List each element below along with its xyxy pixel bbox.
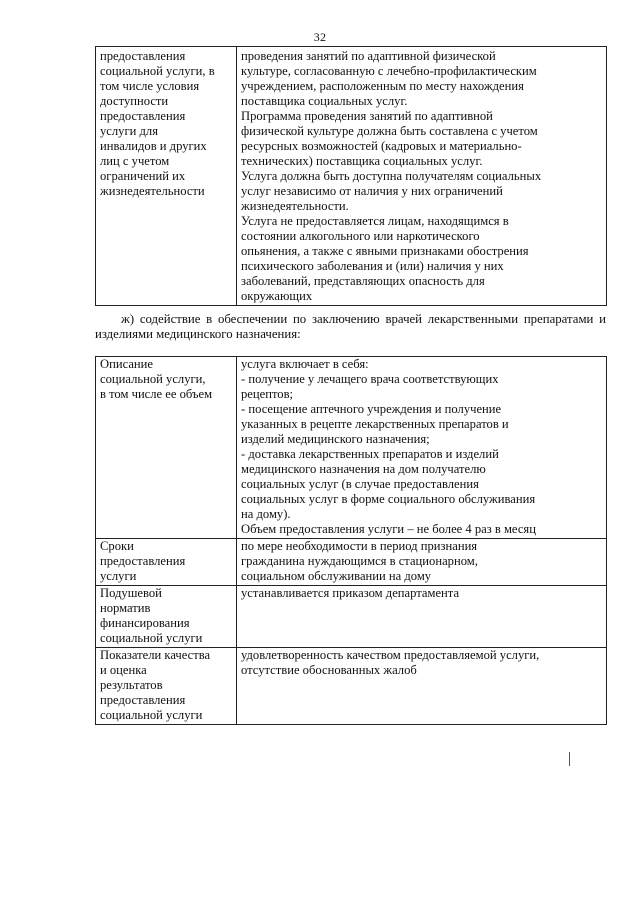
- continuation-table: [95, 46, 607, 306]
- table-row-quality: [96, 648, 607, 725]
- page-number: 32: [313, 30, 327, 44]
- row-label-cell: Описание социальной услуги, в том числе ее объем: [96, 357, 237, 539]
- table-row-description: [96, 357, 607, 539]
- row-label-cell: Показатели качества и оценка результатов предоставления социальной услуги: [96, 648, 237, 725]
- row-value-cell: удовлетворенность качеством предоставляемой услуги, отсутствие обоснованных жалоб: [237, 648, 607, 725]
- row-value-cell: по мере необходимости в период признания гражданина нуждающимся в стационарном, социальном обслуживании на дому: [237, 539, 607, 586]
- row-value-cell: устанавливается приказом департамента: [237, 586, 607, 648]
- section-heading: ж) содействие в обеспечении по заключению врачей лекарственными препаратами и изделиями медицинского назначения:: [95, 312, 606, 341]
- table-row-terms: [96, 539, 607, 586]
- table-row: [96, 47, 607, 306]
- service-table: [95, 356, 607, 725]
- row-value-cell: услуга включает в себя: - получение у лечащего врача соответствующих рецептов; - посещение аптечного учреждения и получение указанных в рецепте лекарственных препаратов и изделий медицинского назначения; - доставка лекарственных препаратов и изделий медицинского назначения на дом получателю социальных услуг (в случае предоставления социальных услуг в форме социального обслуживания на дому). Объем предоставления услуги – не более 4 раз в месяц: [237, 357, 607, 539]
- scan-mark: [569, 752, 570, 766]
- row-label-cell: Сроки предоставления услуги: [96, 539, 237, 586]
- row-label-cell: предоставления социальной услуги, в том числе условия доступности предоставления услуги для инвалидов и других лиц с учетом ограничений их жизнедеятельности: [96, 47, 237, 306]
- table-row-funding: [96, 586, 607, 648]
- row-value-cell: проведения занятий по адаптивной физической культуре, согласованную с лечебно-профилактическим учреждением, расположенным по месту нахождения поставщика социальных услуг. Программа проведения занятий по адаптивной физической культуре должна быть составлена с учетом ресурсных возможностей (кадровых и материально- технических) поставщика социальных услуг. Услуга должна быть доступна получателям социальных услуг независимо от наличия у них ограничений жизнедеятельности. Услуга не предоставляется лицам, находящимся в состоянии алкогольного или наркотического опьянения, а также с явными признаками обострения психического заболевания и (или) наличия у них заболеваний, представляющих опасность для окружающих: [237, 47, 607, 306]
- row-label-cell: Подушевой норматив финансирования социальной услуги: [96, 586, 237, 648]
